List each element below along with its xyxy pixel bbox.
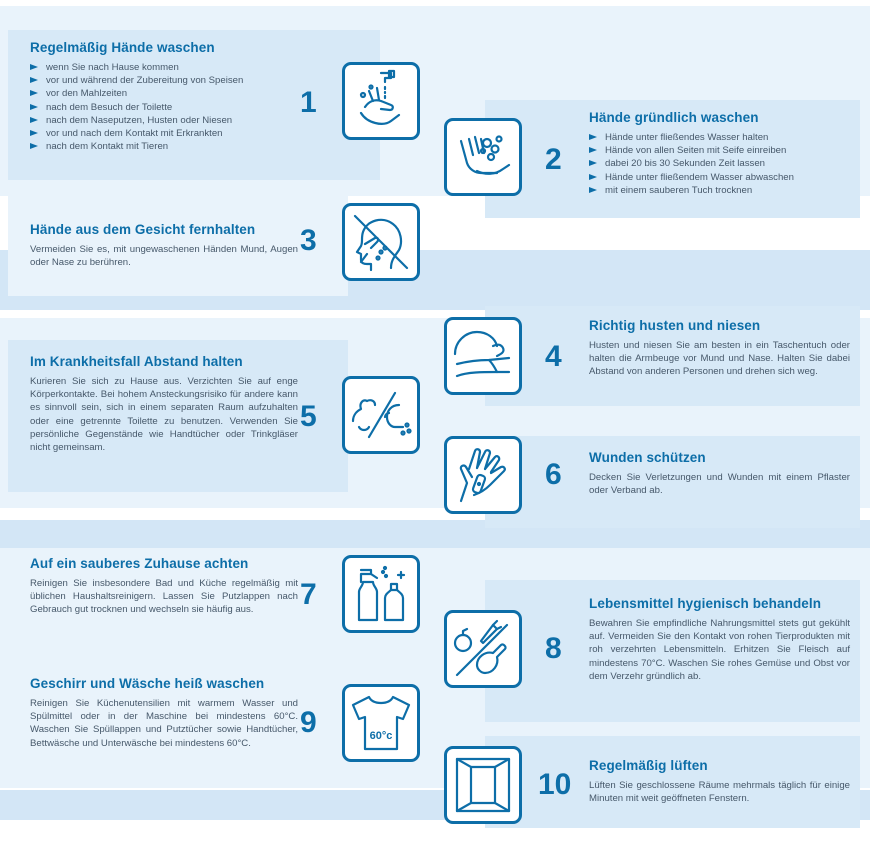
section-1-title: Regelmäßig Hände waschen (30, 40, 215, 55)
section-9-text: Reinigen Sie Küchenutensilien mit warmem Wasser und Spülmittel oder in der Maschine bei mindestens 60°C. Waschen Sie Spüllappen und Putztücher sowie Handtücher, Bettwäsche und Unterwäsche bei mindestens 60°C. (30, 698, 298, 749)
section-8-number: 8 (545, 632, 562, 665)
list-item (30, 127, 364, 140)
list-item-text: Hände unter fließendes Wasser halten (605, 132, 769, 143)
section-10-title: Regelmäßig lüften (589, 758, 708, 773)
section-6-panel (485, 436, 860, 528)
section-2-title: Hände gründlich waschen (589, 110, 759, 125)
arrow-bullet-icon (30, 90, 38, 96)
list-item-text: mit einem sauberen Tuch trocknen (605, 184, 753, 196)
section-8-title: Lebensmittel hygienisch behandeln (589, 596, 822, 611)
arrow-bullet-icon (589, 174, 597, 180)
cough-into-elbow-icon (447, 320, 519, 392)
list-item-text: Hände unter fließendem Wasser abwaschen (605, 171, 794, 183)
section-6-title: Wunden schützen (589, 450, 706, 465)
section-7-number: 7 (300, 578, 317, 611)
section-4-icon-box (444, 317, 522, 395)
section-6-icon-box (444, 436, 522, 514)
keep-distance-icon (345, 379, 417, 451)
section-7-title: Auf ein sauberes Zuhause achten (30, 556, 249, 571)
list-item-text: Hände von allen Seiten mit Seife einreiben (605, 145, 787, 157)
section-10-icon-box (444, 746, 522, 824)
section-3-title: Hände aus dem Gesicht fernhalten (30, 222, 256, 237)
section-3-text: Vermeiden Sie es, mit ungewaschenen Händen Mund, Augen oder Nase zu berühren. (30, 244, 298, 269)
section-3-icon-box (342, 203, 420, 281)
list-item (589, 144, 850, 157)
section-5-text: Kurieren Sie sich zu Hause aus. Verzichten Sie auf enge Körperkontakte. Bei hohem Ansteckungsrisiko für andere kann es sinnvoll sein, sich in einem separaten Raum aufzuhalten oder eine getrennte Toilette zu benutzen. Verwenden Sie persönliche Gegenstände wie Handtücher oder Trinkgläser nicht gemeinsam. (30, 376, 298, 454)
section-5-title: Im Krankheitsfall Abstand halten (30, 354, 243, 369)
list-item (589, 131, 850, 144)
section-7-text: Reinigen Sie insbesondere Bad und Küche regelmäßig mit üblichen Haushaltsreinigern. Lassen Sie Putzlappen nach Gebrauch gut trocknen und wechseln sie häufig aus. (30, 578, 298, 616)
section-4-title: Richtig husten und niesen (589, 318, 761, 333)
hand-washing-icon (345, 65, 417, 137)
section-6-number: 6 (545, 458, 562, 491)
section-5-panel (8, 340, 348, 492)
section-1-panel (8, 30, 380, 180)
section-6-text: Decken Sie Verletzungen und Wunden mit einem Pflaster oder Verband ab. (589, 472, 850, 497)
arrow-bullet-icon (589, 187, 597, 193)
arrow-bullet-icon (589, 147, 597, 153)
list-item-text: wenn Sie nach Hause kommen (46, 62, 179, 73)
list-item-text: vor den Mahlzeiten (46, 88, 128, 100)
icon-temperature-label: 60°c (369, 730, 393, 742)
section-8-panel (485, 580, 860, 722)
section-5-icon-box (342, 376, 420, 454)
cleaning-bottles-icon (345, 558, 417, 630)
section-2-icon-box (444, 118, 522, 196)
list-item (589, 184, 850, 197)
section-3-panel (8, 196, 348, 296)
laundry-shirt-icon (345, 687, 417, 759)
section-4-number: 4 (545, 340, 562, 373)
section-9-panel (8, 664, 348, 786)
section-10-text: Lüften Sie geschlossene Räume mehrmals täglich für einige Minuten mit weit geöffneten Fenstern. (589, 780, 850, 805)
no-face-touching-icon (345, 206, 417, 278)
section-2-number: 2 (545, 143, 562, 176)
list-item (589, 157, 850, 170)
list-item-text: dabei 20 bis 30 Sekunden Zeit lassen (605, 158, 766, 170)
section-9-number: 9 (300, 706, 317, 739)
section-7-panel (8, 548, 348, 650)
section-5-number: 5 (300, 400, 317, 433)
arrow-bullet-icon (30, 77, 38, 83)
list-item-text: nach dem Kontakt mit Tieren (46, 141, 169, 153)
list-item-text: vor und nach dem Kontakt mit Erkrankten (46, 128, 223, 140)
section-10-number: 10 (538, 768, 572, 801)
arrow-bullet-icon (30, 130, 38, 136)
list-item (30, 140, 364, 153)
section-9-title: Geschirr und Wäsche heiß waschen (30, 676, 265, 691)
section-2-panel (485, 100, 860, 218)
list-item (589, 171, 850, 184)
open-window-icon (447, 749, 519, 821)
arrow-bullet-icon (30, 143, 38, 149)
soapy-hands-icon (447, 121, 519, 193)
section-8-icon-box (444, 610, 522, 688)
section-3-number: 3 (300, 224, 317, 257)
section-1-icon-box (342, 62, 420, 140)
section-9-icon-box (342, 684, 420, 762)
section-7-icon-box (342, 555, 420, 633)
section-4-text: Husten und niesen Sie am besten in ein Taschentuch oder halten die Armbeuge vor Mund und Nase. Halten Sie dabei Abstand von anderen Personen und drehen sich weg. (589, 340, 850, 378)
section-2-list (589, 131, 850, 197)
list-item (30, 61, 364, 74)
arrow-bullet-icon (30, 104, 38, 110)
arrow-bullet-icon (30, 117, 38, 123)
bandaged-hand-icon (447, 439, 519, 511)
section-8-text: Bewahren Sie empfindliche Nahrungsmittel stets gut gekühlt auf. Vermeiden Sie den Kontakt von rohen Tierprodukten mit roh verzehrten Lebensmitteln. Erhitzen Sie Fleisch auf mindestens 70°C. Waschen Sie rohes Gemüse und Obst vor dem Verzehr gründlich ab. (589, 618, 850, 682)
list-item-text: vor und während der Zubereitung von Speisen (46, 75, 244, 87)
arrow-bullet-icon (589, 134, 597, 140)
arrow-bullet-icon (589, 160, 597, 166)
section-1-number: 1 (300, 86, 317, 119)
arrow-bullet-icon (30, 64, 38, 70)
section-4-panel (485, 306, 860, 406)
food-hygiene-icon (447, 613, 519, 685)
list-item-text: nach dem Besuch der Toilette (46, 101, 173, 113)
list-item-text: nach dem Naseputzen, Husten oder Niesen (46, 114, 233, 126)
